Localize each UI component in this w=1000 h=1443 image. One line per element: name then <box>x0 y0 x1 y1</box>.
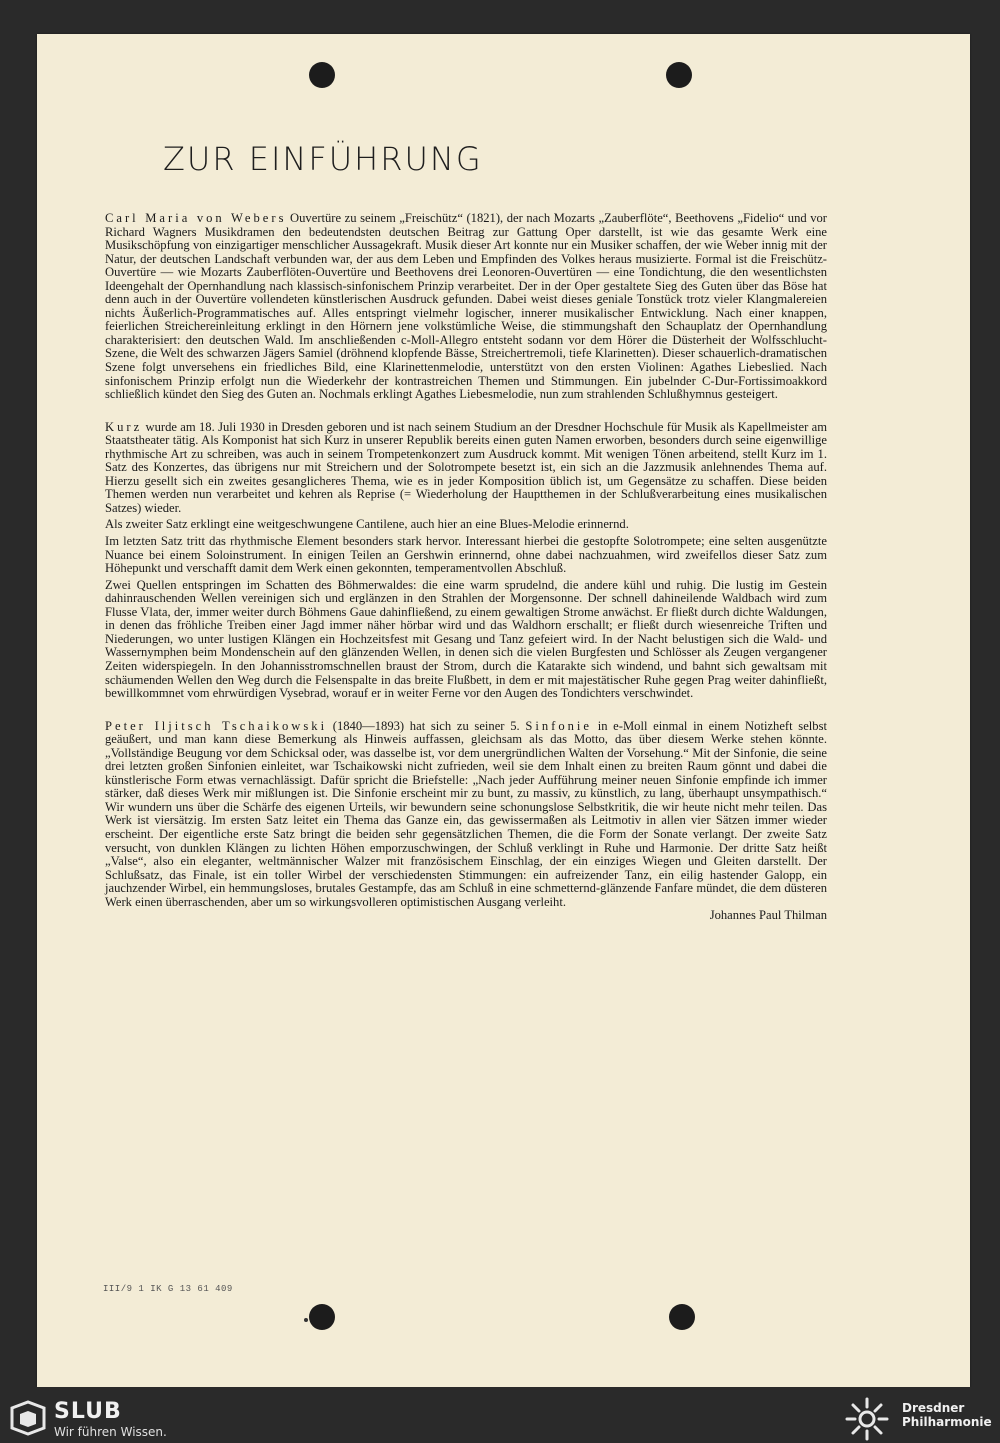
weber-text: Ouvertüre zu seinem „Freischütz“ (1821), der nach Mozarts „Zauberflöte“, Beethovens „Fidelio“ und vor Richard Wagners Musikdramen den bedeutendsten deutschen Beitrag zur Gattung Oper darstellt, ist wie das gesamte Werk eine Musikschöpfung von einzigartiger menschlicher Aussagekraft. Musik dieser Art konnte nur ein Musiker schaffen, der wie Weber innig mit der Natur, der deutschen Landschaft verbunden war, der aus dem Leben und Empfinden des Volkes heraus musizierte. Formal ist die Freischütz-Ouvertüre — wie Mozarts Zauberflöten-Ouvertüre und Beethovens drei Leonoren-Ouvertüren — eine Tondichtung, die den wesentlichsten Ideengehalt der Opernhandlung nach klassisch-sinfonischem Prinzip verarbeitet. Der in der Oper gestaltete Sieg des Guten über das Böse hat denn auch in der Ouvertüre vollendeten künstlerischen Ausdruck gefunden. Dabei weist dieses geniale Tonstück trotz vieler Klangmalereien nichts Äußerlich-Programmatisches auf. Alles entspringt vielmehr logischer, innerer musikalischer Entwicklung. Nach einer knappen, feierlichen Streichereinleitung erklingt in den Hörnern jene volkstümliche Weise, die stimmungshaft den Schauplatz der Opernhandlung charakterisiert: den deutschen Wald. Im anschließenden c-Moll-Allegro entsteht sodann vor dem Hörer die Düsterheit der Wolfsschlucht-Szene, die Welt des schwarzen Jägers Samiel (dröhnend klopfende Bässe, Streichertremoli, tiefe Klarinetten). Dieser schauerlich-dramatischen Szene folgt unversehens ein friedliches Bild, eine Klarinettenmelodie, unterstützt von den ersten Violinen: Agathes Liebeslied. Nach sinfonischem Prinzip erfolgt nun die Wiederkehr der kontrastreichen Themen und Stimmungen. Ein jubelnder C-Dur-Fortissimoakkord schließlich kündet den Sieg des Guten an. Nochmals erklingt Agathes Liebesmelodie, nun zum strahlenden Schlußhymnus gesteigert. <box>105 211 828 402</box>
tschaikowski-paragraph <box>105 720 827 910</box>
kurz-paragraph-3: Im letzten Satz tritt das rhythmische Element besonders stark hervor. Interessant hierbei die gestopfte Solotrompete; eine selten ausgenützte Nuance bei einem Soloinstrument. In einigen Teilen an Gershwin erinnernd, ohne dabei nachzuahmen, wird zweifellos dieser Satz zum Höhepunkt und verschafft damit dem Werk einen gekonnten, temperamentvollen Abschluß. <box>105 534 827 576</box>
punch-hole <box>309 62 335 88</box>
slub-logo-icon <box>8 1400 48 1436</box>
philharmonie-line-1: Dresdner <box>902 1401 965 1415</box>
kurz-text: wurde am 18. Juli 1930 in Dresden geboren und ist nach seinem Studium an der Dresdner Hochschule für Musik als Kapellmeister am Staatstheater tätig. Als Komponist hat sich Kurz in unserer Republik bereits einen guten Namen erworben, besonders durch seine eigenwillige rhythmische Art zu schreiben, was auch in seinem Trompetenkonzert zum Ausdruck kommt. Mit wenigen Tönen arbeitend, stellt Kurz im 1. Satz des Konzertes, das übrigens nur mit Streichern und der Solotrompete besetzt ist, ein sich an die Jazzmusik anlehnendes Thema auf. Hierzu gesellt sich ein zweites gesanglicheres Thema, wie es in jeder Komposition üblich ist, um Gegensätze zu schaffen. Diese beiden Themen werden nun verarbeitet und kehren als Reprise (= Wiederholung der Hauptthemen in der Schlußverarbeitung eines musikalischen Satzes) wieder. <box>105 419 827 515</box>
kurz-lead: Kurz <box>105 419 143 434</box>
punch-hole <box>669 1304 695 1330</box>
weber-paragraph <box>105 212 827 402</box>
tschaikowski-text-2: in e-Moll einmal in einem Notizheft selbst geäußert, und man kann diese Bemerkung als Hinweis auffassen, gleichsam als das Motto, das über diesem Werke stehen könnte. „Vollständige Beugung vor dem Schicksal oder, was dasselbe ist, vor dem unergründlichen Walten der Vorsehung.“ Mit der Sinfonie, die seine drei letzten großen Sinfonien einleitet, war Tschaikowski nicht zufrieden, weil sie dem Inhalt einen zu breiten Raum gönnt und dabei die künstlerische Form etwas vernachlässigt. Dafür spricht die Briefstelle: „Nach jeder Aufführung meiner neuen Sinfonie empfinde ich immer stärker, daß dieses Werk mir mißlungen ist. Die Sinfonie erscheint mir zu bunt, zu massiv, zu künstlich, zu lang, überhaupt unsympathisch.“ Wir wundern uns über die Schärfe des eigenen Urteils, wir bewundern seine schonungslose Selbstkritik, die wir heute nicht mehr teilen. Das Werk ist viersätzig. Im ersten Satz leitet ein Thema das Ganze ein, das gewissermaßen als Leitmotiv in allen vier Sätzen immer wieder erscheint. Der eigentliche erste Satz bringt die beiden sehr gegensätzlichen Themen, die die Form der Sonate verlangt. Der zweite Satz versucht, von dunklen Klängen zu lichten Höhen emporzuschwingen, der Schluß verklingt in Ruhe und Harmonie. Der dritte Satz heißt „Valse“, also ein eleganter, weltmännischer Walzer mit französischem Einschlag, der ein einziges Wiegen und Gleiten darstellt. Der Schlußsatz, das Finale, ist ein toller Wirbel der verschiedensten Stimmungen: ein aufreizender Tanz, ein eilig hastender Galopp, ein jauchzender Wirbel, ein hemmungsloses, brutales Gestampfe, das am Schluß in eine schmetternd-glänzende Fanfare mündet, die dem düsteren Werk einen überraschenden, aber um so wirkungsvolleren optimistischen Ausgang verleiht. <box>105 718 827 909</box>
article-body <box>105 212 827 923</box>
tschaikowski-lead: Peter Iljitsch Tschaikowski <box>105 718 328 733</box>
author-signature: Johannes Paul Thilman <box>709 908 827 923</box>
footer-bar <box>0 1387 1000 1443</box>
slub-name: SLUB <box>54 1399 122 1424</box>
page-title: ZUR EINFÜHRUNG <box>163 140 483 178</box>
kurz-paragraph-2: Als zweiter Satz erklingt eine weitgeschwungene Cantilene, auch hier an eine Blues-Melodie erinnernd. <box>105 517 629 532</box>
weber-lead: Carl Maria von Webers <box>105 211 287 225</box>
tschaikowski-text-1: (1840—1893) hat sich zu seiner 5. <box>327 718 526 733</box>
philharmonie-logo-icon <box>843 1395 891 1443</box>
philharmonie-name <box>902 1401 992 1429</box>
print-code: III/9 1 IK G 13 61 409 <box>103 1284 233 1294</box>
punch-hole <box>666 62 692 88</box>
ink-dot <box>304 1318 308 1322</box>
kurz-paragraph <box>105 421 827 516</box>
philharmonie-line-2: Philharmonie <box>902 1415 992 1429</box>
punch-hole <box>309 1304 335 1330</box>
slub-tagline: Wir führen Wissen. <box>54 1425 167 1439</box>
moldau-paragraph: Zwei Quellen entspringen im Schatten des Böhmerwaldes: die eine warm sprudelnd, die andere kühl und ruhig. Die lustig im Gestein dahinrauschenden Wellen vereinigen sich und erglänzen in den Strahlen der Morgensonne. Der schnell dahineilende Waldbach wird zum Flusse Vlata, der, immer weiter durch Böhmens Gaue dahinfließend, zu einem gewaltigen Strome anwächst. Er fließt durch dichte Waldungen, in denen das fröhliche Treiben einer Jagd immer näher hörbar wird und das Waldhorn erschallt; er fließt durch wiesenreiche Triften und Niederungen, wo unter lustigen Klängen ein Hochzeitsfest mit Gesang und Tanz gefeiert wird. In der Nacht belustigen sich die Wald- und Wassernymphen beim Mondenschein auf den glänzenden Wellen, in denen sich die vielen Burgfesten und Schlösser als Zeugen vergangener Zeiten widerspiegeln. In den Johannisstromschnellen braust der Strom, durch die Katarakte sich windend, und bahnt sich gewaltsam mit schäumenden Wellen den Weg durch die Felsenspalte in das breite Flußbett, in dem er mit majestätischer Ruhe gegen Prag weiter dahinfließt, bewillkommnet vom ehrwürdigen Vysebrad, worauf er in weiter Ferne vor den Augen des Tondichters verschwindet. <box>105 577 827 701</box>
sinfonie-word: Sinfonie <box>525 718 593 733</box>
